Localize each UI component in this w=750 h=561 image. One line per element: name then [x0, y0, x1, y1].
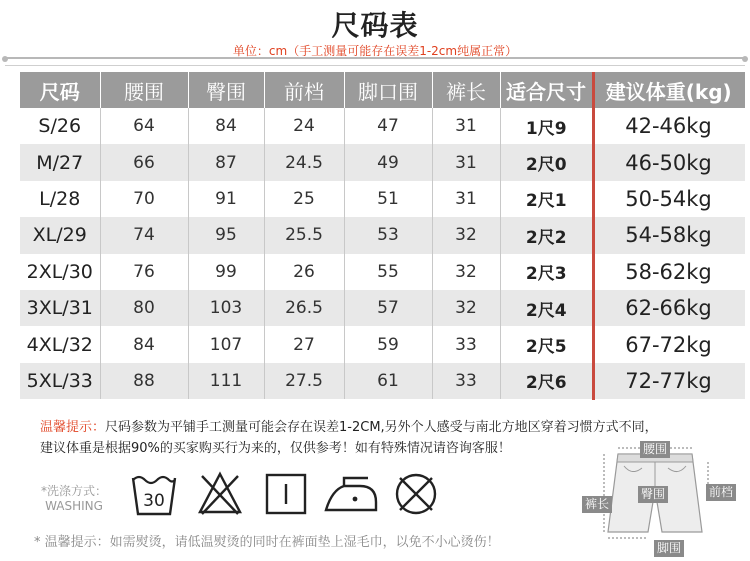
tumble-dry-icon: [262, 468, 310, 518]
table-header-row: [20, 72, 745, 108]
cell-leg-opening: 47: [344, 108, 432, 144]
cell-size: 2XL/30: [20, 254, 100, 290]
washing-label-en: WASHING: [45, 499, 103, 513]
diagram-label-rise: 前档: [706, 484, 736, 501]
divider-dot: [2, 56, 8, 62]
header-rise: 前档: [264, 72, 344, 108]
cell-waist: 84: [100, 326, 188, 362]
cell-hip: 84: [188, 108, 264, 144]
cell-waist: 80: [100, 290, 188, 326]
cell-fit-size: 1尺9: [525, 118, 567, 139]
washing-label-cn: *洗涤方式：: [40, 484, 107, 498]
cell-waist: 64: [100, 108, 188, 144]
header-fit-size: 适合尺寸: [500, 72, 592, 108]
cell-weight: 67-72kg: [625, 332, 712, 357]
cell-rise: 24.5: [264, 144, 344, 180]
diagram-label-length: 裤长: [582, 496, 612, 513]
cell-length: 33: [432, 363, 500, 399]
cell-length: 31: [432, 108, 500, 144]
cell-waist: 74: [100, 217, 188, 253]
divider-dot: [742, 56, 748, 62]
cell-leg-opening: 61: [344, 363, 432, 399]
notes-label: 温馨提示：: [40, 420, 106, 435]
header-weight: 建议体重(kg): [592, 72, 745, 108]
size-table: [20, 72, 745, 399]
cell-length: 33: [432, 326, 500, 362]
cell-fit-size: 2尺5: [525, 337, 567, 358]
cell-waist: 66: [100, 144, 188, 180]
cell-fit-size: 2尺2: [500, 217, 592, 253]
table-row: [20, 144, 745, 180]
cell-rise: 26.5: [264, 290, 344, 326]
cell-waist: 76: [100, 254, 188, 290]
cell-size: 3XL/31: [20, 290, 100, 326]
table-row: [20, 254, 745, 290]
cell-size: M/27: [20, 144, 100, 180]
cell-leg-opening: 57: [344, 290, 432, 326]
notes-line-1: [40, 417, 680, 438]
table-row: [20, 217, 745, 253]
cell-weight: 50-54kg: [625, 186, 712, 211]
header-length: 裤长: [432, 72, 500, 108]
diagram-label-hip: 臀围: [638, 486, 668, 503]
unit-note: 单位：cm（手工测量可能存在误差1-2cm纯属正常）: [232, 44, 518, 58]
cell-fit-size: 2尺4: [500, 290, 592, 326]
notes-line-2: 建议体重是根据90%的买家购买行为来的，仅供参考！如有特殊情况请咨询客服！: [40, 441, 511, 456]
cell-rise: 24: [264, 108, 344, 144]
cell-fit-size: 2尺1: [525, 191, 567, 212]
cell-length: 32: [432, 290, 500, 326]
title-divider: [5, 57, 745, 66]
washing-icons: [130, 468, 440, 520]
size-table-body: [20, 108, 745, 399]
cell-rise: 25.5: [264, 217, 344, 253]
cell-size: XL/29: [20, 217, 100, 253]
header-waist: 腰围: [100, 72, 188, 108]
cell-length: 31: [432, 144, 500, 180]
cell-rise: 25: [264, 181, 344, 217]
cell-leg-opening: 55: [344, 254, 432, 290]
cell-waist: 88: [100, 363, 188, 399]
table-row: [20, 290, 745, 326]
no-bleach-icon: [196, 468, 244, 518]
cell-hip: 111: [188, 363, 264, 399]
cell-size: S/26: [20, 108, 100, 144]
cell-weight: 54-58kg: [592, 217, 745, 253]
diagram-label-leg-opening: 脚围: [654, 540, 684, 557]
cell-rise: 27: [264, 326, 344, 362]
wash-30-icon: [130, 468, 178, 518]
table-row: [20, 108, 745, 144]
header-leg-opening: 脚口围: [344, 72, 432, 108]
cell-rise: 27.5: [264, 363, 344, 399]
table-row: [20, 181, 745, 217]
cell-fit-size: 2尺3: [525, 264, 567, 285]
cell-leg-opening: 59: [344, 326, 432, 362]
cell-weight: 72-77kg: [592, 363, 745, 399]
cell-hip: 87: [188, 144, 264, 180]
cell-length: 32: [432, 217, 500, 253]
table-row: [20, 326, 745, 362]
cell-leg-opening: 53: [344, 217, 432, 253]
weight-column-separator: [592, 72, 595, 400]
header-hip: 臀围: [188, 72, 264, 108]
cell-weight: 42-46kg: [625, 114, 712, 139]
washing-label: [34, 484, 114, 514]
notes-text-1: 尺码参数为平铺手工测量可能会存在误差1-2CM,另外个人感受与南北方地区穿着习惯方式不同，: [105, 420, 658, 435]
cell-fit-size: 2尺0: [500, 144, 592, 180]
cell-weight: 58-62kg: [625, 259, 712, 284]
page-title: 尺码表: [331, 9, 419, 42]
header-size: 尺码: [20, 72, 100, 108]
cell-size: L/28: [20, 181, 100, 217]
cell-hip: 99: [188, 254, 264, 290]
table-row: [20, 363, 745, 399]
cell-rise: 26: [264, 254, 344, 290]
cell-leg-opening: 49: [344, 144, 432, 180]
no-dry-clean-icon: [392, 468, 440, 518]
wash-temp-text: 30: [143, 491, 165, 511]
diagram-label-waist: 腰围: [640, 441, 670, 458]
cell-leg-opening: 51: [344, 181, 432, 217]
cell-weight: 62-66kg: [592, 290, 745, 326]
cell-length: 31: [432, 181, 500, 217]
cell-length: 32: [432, 254, 500, 290]
cell-fit-size: 2尺6: [500, 363, 592, 399]
iron-icon: [322, 468, 382, 518]
cell-hip: 103: [188, 290, 264, 326]
ironing-tip: * 温馨提示：如需熨烫，请低温熨烫的同时在裤面垫上湿毛巾，以免不小心烫伤！: [34, 535, 500, 550]
cell-weight: 46-50kg: [592, 144, 745, 180]
cell-size: 5XL/33: [20, 363, 100, 399]
cell-hip: 95: [188, 217, 264, 253]
cell-hip: 91: [188, 181, 264, 217]
cell-waist: 70: [100, 181, 188, 217]
shorts-diagram: [580, 440, 750, 561]
cell-size: 4XL/32: [20, 326, 100, 362]
cell-hip: 107: [188, 326, 264, 362]
